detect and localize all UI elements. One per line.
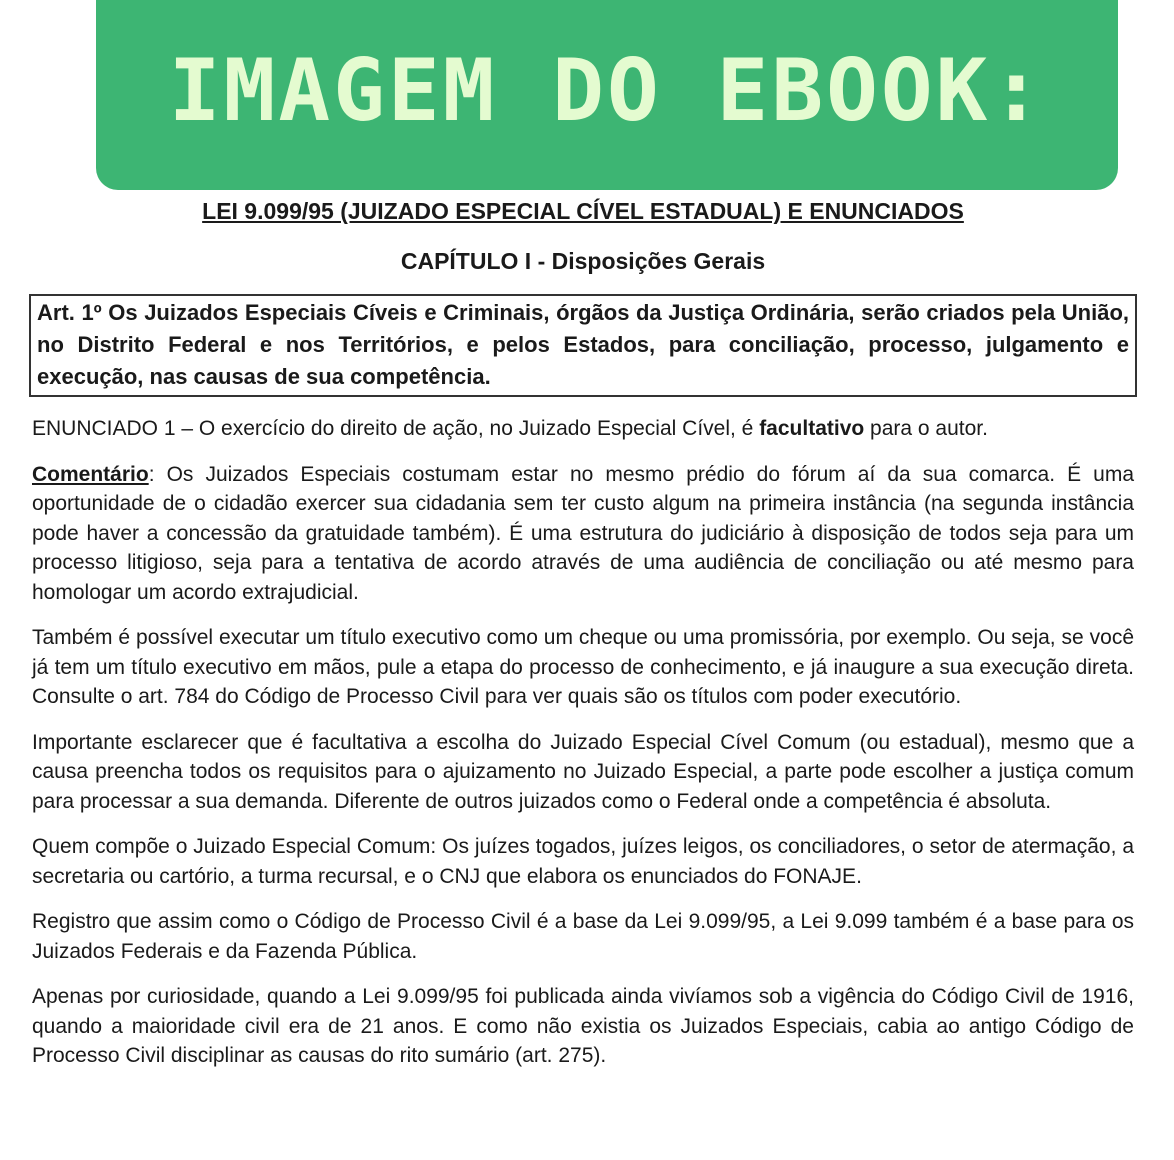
enunciado-1-text: ENUNCIADO 1 – O exercício do direito de ação, no Juizado Especial Cível, é [32,417,760,440]
comment-label: Comentário [32,462,149,486]
enunciado-1 [32,414,1134,444]
paragraph-facultativa: Importante esclarecer que é facultativa a escolha do Juizado Especial Cível Comum (ou estadual), mesmo que a causa preencha todos os requisitos para o ajuizamento no Juizado Especial, a parte pode escolher a justiça comum para processar a sua demanda. Diferente de outros juizados como o Federal onde a competência é absoluta. [32,730,1134,813]
document-page [32,196,1134,1071]
law-title: LEI 9.099/95 (JUIZADO ESPECIAL CÍVEL ESTADUAL) E ENUNCIADOS [202,198,964,224]
enunciado-1-emphasis: facultativo [759,417,865,440]
title-banner [96,0,1118,190]
paragraph-base-legal: Registro que assim como o Código de Processo Civil é a base da Lei 9.099/95, a Lei 9.099 também é a base para os Juizados Federais e da Fazenda Pública. [32,910,1134,963]
comment-text: : Os Juizados Especiais costumam estar no mesmo prédio do fórum aí da sua comarca. É uma oportunidade de o cidadão exercer sua cidadania sem ter custo algum na primeira instância (na segunda instância pode haver a concessão da gratuidade também). É uma estrutura do judiciário à disposição de todos seja para um processo litigioso, seja para a tentativa de acordo através de uma audiência de conciliação ou até mesmo para homologar um acordo extrajudicial. [32,462,1134,604]
paragraph-curiosidade: Apenas por curiosidade, quando a Lei 9.099/95 foi publicada ainda vivíamos sob a vigência do Código Civil de 1916, quando a maioridade civil era de 21 anos. E como não existia os Juizados Especiais, cabia ao antigo Código de Processo Civil disciplinar as causas do rito sumário (art. 275). [32,985,1134,1067]
article-1-box: Art. 1º Os Juizados Especiais Cíveis e Criminais, órgãos da Justiça Ordinária, serão criados pela União, no Distrito Federal e nos Territórios, e pelos Estados, para conciliação, processo, julgamento e execução, nas causas de sua competência. [29,294,1137,397]
comment-paragraph [32,460,1134,608]
banner-title: IMAGEM DO EBOOK: [168,41,1046,141]
chapter-title: CAPÍTULO I - Disposições Gerais [400,248,766,274]
enunciado-1-end: para o autor. [864,417,988,440]
paragraph-titulo-executivo: Também é possível executar um título executivo como um cheque ou uma promissória, por exemplo. Ou seja, se você já tem um título executivo em mãos, pule a etapa do processo de conhecimento, e já inaugure a sua execução direta. Consulte o art. 784 do Código de Processo Civil para ver quais são os títulos com poder executório. [32,626,1134,708]
paragraph-composicao: Quem compõe o Juizado Especial Comum: Os juízes togados, juízes leigos, os conciliadores, o setor de atermação, a secretaria ou cartório, a turma recursal, e o CNJ que elabora os enunciados do FONAJE. [32,835,1134,888]
